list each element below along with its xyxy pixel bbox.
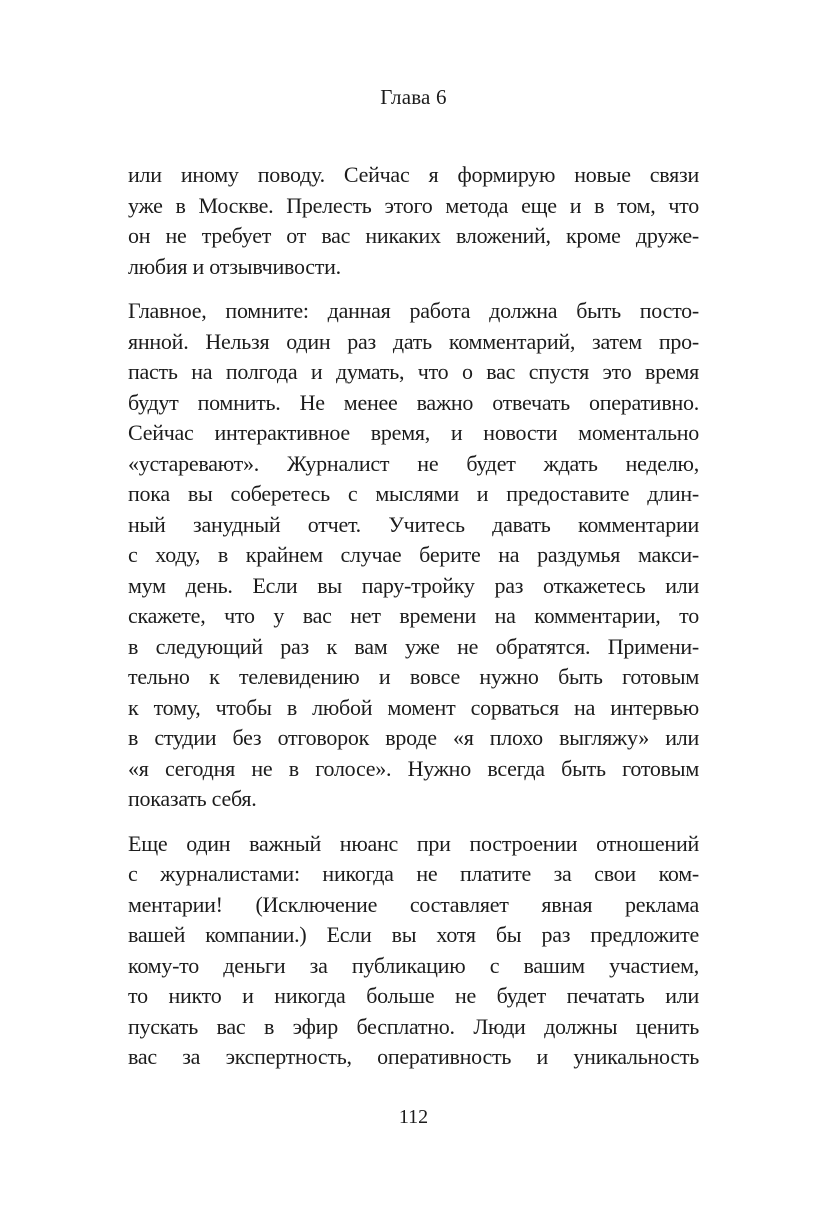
text-line: Еще один важный нюанс при построении отношений	[128, 830, 699, 856]
paragraph	[128, 160, 699, 282]
text-line: ментарии! (Исключение составляет явная реклама	[128, 891, 699, 917]
text-line: к тому, чтобы в любой момент сорваться на интервью	[128, 694, 699, 720]
text-line: «я сегодня не в голосе». Нужно всегда быть готовым	[128, 755, 699, 781]
text-line: любия и отзывчивости.	[128, 253, 341, 279]
text-line: пускать вас в эфир бесплатно. Люди должны ценить	[128, 1013, 699, 1039]
text-line: он не требует от вас никаких вложений, кроме друже-	[128, 223, 699, 248]
text-line: пока вы соберетесь с мыслями и предоставите длин-	[128, 481, 699, 506]
text-line: с журналистами: никогда не платите за свои ком-	[128, 861, 699, 886]
text-line: в студии без отговорок вроде «я плохо выгляжу» или	[128, 725, 699, 750]
text-line: пасть на полгода и думать, что о вас спустя это время	[128, 359, 699, 384]
text-line: с ходу, в крайнем случае берите на раздумья макси-	[128, 542, 699, 567]
page-number: 112	[398, 1106, 429, 1128]
text-block	[128, 160, 699, 1073]
text-line: Сейчас интерактивное время, и новости моментально	[128, 420, 699, 445]
text-line: вас за экспертность, оперативность и уникальность	[128, 1044, 699, 1069]
paragraph	[128, 296, 699, 815]
text-line: ный занудный отчет. Учитесь давать комментарии	[128, 511, 699, 537]
text-line: скажете, что у вас нет времени на комментарии, то	[128, 603, 699, 628]
text-line: уже в Москве. Прелесть этого метода еще и в том, что	[128, 192, 699, 218]
text-line: Главное, помните: данная работа должна быть посто-	[128, 298, 699, 323]
text-line: «устаревают». Журналист не будет ждать неделю,	[128, 450, 699, 476]
text-line: кому-то деньги за публикацию с вашим участием,	[128, 952, 699, 978]
text-line: показать себя.	[128, 786, 257, 811]
text-line: мум день. Если вы пару-тройку раз откажетесь или	[128, 572, 699, 598]
chapter-header: Глава 6	[380, 85, 447, 109]
paragraph	[128, 829, 699, 1073]
text-line: или иному поводу. Сейчас я формирую новые связи	[128, 162, 699, 187]
text-line: будут помнить. Не менее важно отвечать оперативно.	[128, 389, 699, 415]
text-line: вашей компании.) Если вы хотя бы раз предложите	[128, 922, 699, 947]
text-line: то никто и никогда больше не будет печатать или	[128, 983, 699, 1008]
text-line: в следующий раз к вам уже не обратятся. Примени-	[128, 633, 699, 659]
text-line: тельно к телевидению и вовсе нужно быть готовым	[128, 664, 699, 689]
text-line: янной. Нельзя один раз дать комментарий, затем про-	[128, 328, 699, 354]
